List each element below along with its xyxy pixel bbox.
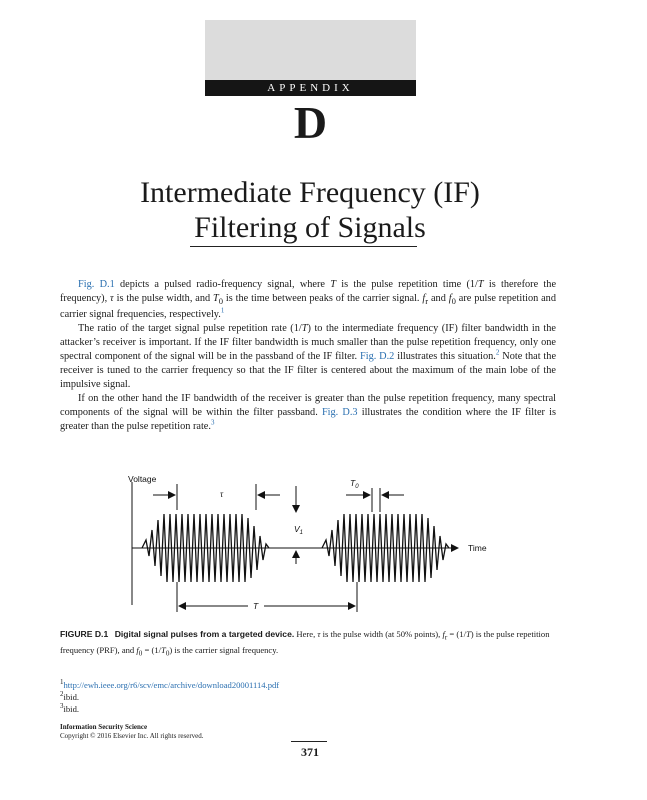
footnote-text: ibid. [63,692,80,702]
chapter-title-line-2: Filtering of Signals [194,211,426,244]
text-run: is the pulse width, and [113,293,213,304]
text-run: The ratio of the target signal pulse repetition rate (1/ [78,323,302,335]
tau-label: τ [220,489,224,499]
appendix-label: APPENDIX [205,80,416,96]
footnotes [60,679,556,715]
text-run: Here, [294,629,318,639]
text-run: Note that the receiver is tuned to the carrier frequency so that the IF filter is centered about the maximum of the main lobe of the impulsive signal. [60,351,557,391]
text-run: is the pulse width (at 50% points), [320,629,443,639]
footnote-mark: 2 [60,690,64,699]
math-subscript: 0 [451,296,456,307]
footnote-mark: 1 [60,678,64,687]
paragraph-1 [60,278,556,322]
v1-label-sub: 1 [299,530,304,536]
footnote-ref-2[interactable]: 2 [495,348,500,357]
math-subscript: 0 [218,296,224,307]
figure-caption [60,628,556,659]
text-run: and [428,293,449,304]
text-run: ) is the pulse repetition frequency (PRF), and [60,629,550,655]
footnote-3 [60,703,556,715]
math-T0: T [213,293,219,304]
text-run: = (1/ [142,644,162,655]
math-subscript: 0 [138,649,143,658]
math-subscript: r [444,633,448,642]
t0-label [350,478,359,490]
caption-label: FIGURE D.1 [60,629,109,639]
fig-d2-link[interactable]: Fig. D.2 [360,351,395,363]
footnote-mark: 3 [60,702,64,711]
paragraph-3 [60,392,556,434]
math-fr: f [422,293,426,304]
footnote-ref-1[interactable]: 1 [220,306,225,315]
math-T: T [330,279,336,290]
paragraph-2 [60,322,556,392]
math-T: T [465,629,471,639]
text-run: depicts a pulsed radio-frequency signal, where [114,279,331,290]
math-f0: f [136,644,139,655]
math-tau: τ [110,293,114,304]
math-T: T [301,323,308,335]
fig-d3-link[interactable]: Fig. D.3 [321,407,358,419]
footnote-text: ibid. [63,704,80,714]
math-f0: f [448,293,452,304]
math-subscript: r [425,296,429,307]
text-run: is the pulse repetition time (1/ [335,279,478,290]
math-subscript: 0 [165,649,170,658]
title-underline [190,246,417,247]
pulse-signal-figure [118,470,498,620]
page-number-rule [291,741,327,742]
math-T0: T [161,644,166,655]
math-T: T [477,279,484,290]
t0-label-main: T [350,478,356,488]
math-tau: τ [317,629,321,639]
chapter-title-line-1: Intermediate Frequency (IF) [140,176,480,209]
book-title: Information Security Science [60,723,148,731]
x-axis-label: Time [468,543,487,553]
footnote-2 [60,691,556,703]
t-label: T [253,601,259,611]
y-axis-label: Voltage [128,474,157,484]
chapter-title [60,175,560,245]
page-number: 371 [301,745,319,759]
footnote-1 [60,679,556,691]
footnote-1-url[interactable]: http://ewh.ieee.org/r6/scv/emc/archive/download20001114.pdf [63,680,280,690]
text-run: = (1/ [447,629,466,639]
t0-label-sub: 0 [355,484,359,490]
v1-label-main: V [294,524,300,534]
text-run: are pulse repetition and carrier signal frequencies, respectively. [60,293,556,321]
text-run: is the time between peaks of the carrier signal. [223,293,423,304]
copyright: Copyright © 2016 Elsevier Inc. All rights reserved. [60,732,204,740]
text-run: ) to the intermediate frequency (IF) filter bandwidth in the attacker’s receiver is important. If the IF filter bandwidth is much smaller than the pulse repetition frequency, only one spectral component of the signal will be in the passband of the IF filter. [60,323,556,363]
fig-d1-link[interactable]: Fig. D.1 [78,279,115,290]
caption-title: Digital signal pulses from a targeted device. [114,629,295,639]
header-gray-block [205,20,416,80]
text-run: If on the other hand the IF bandwidth of the receiver is greater than the pulse repetition frequency, many spectral components of the signal will be within the filter passband. [60,393,556,419]
footnote-ref-3[interactable]: 3 [210,418,215,427]
text-run: illustrates the condition where the IF filter is greater than the pulse repetition rate. [60,407,557,433]
math-fr: f [442,629,445,639]
text-run: illustrates this situation. [394,351,496,363]
v1-label [294,524,303,536]
text-run: ) is the carrier signal frequency. [169,644,279,655]
book-info [60,723,204,741]
body-text [60,278,556,434]
text-run: is therefore the frequency), [60,279,557,304]
appendix-letter: D [293,97,328,148]
